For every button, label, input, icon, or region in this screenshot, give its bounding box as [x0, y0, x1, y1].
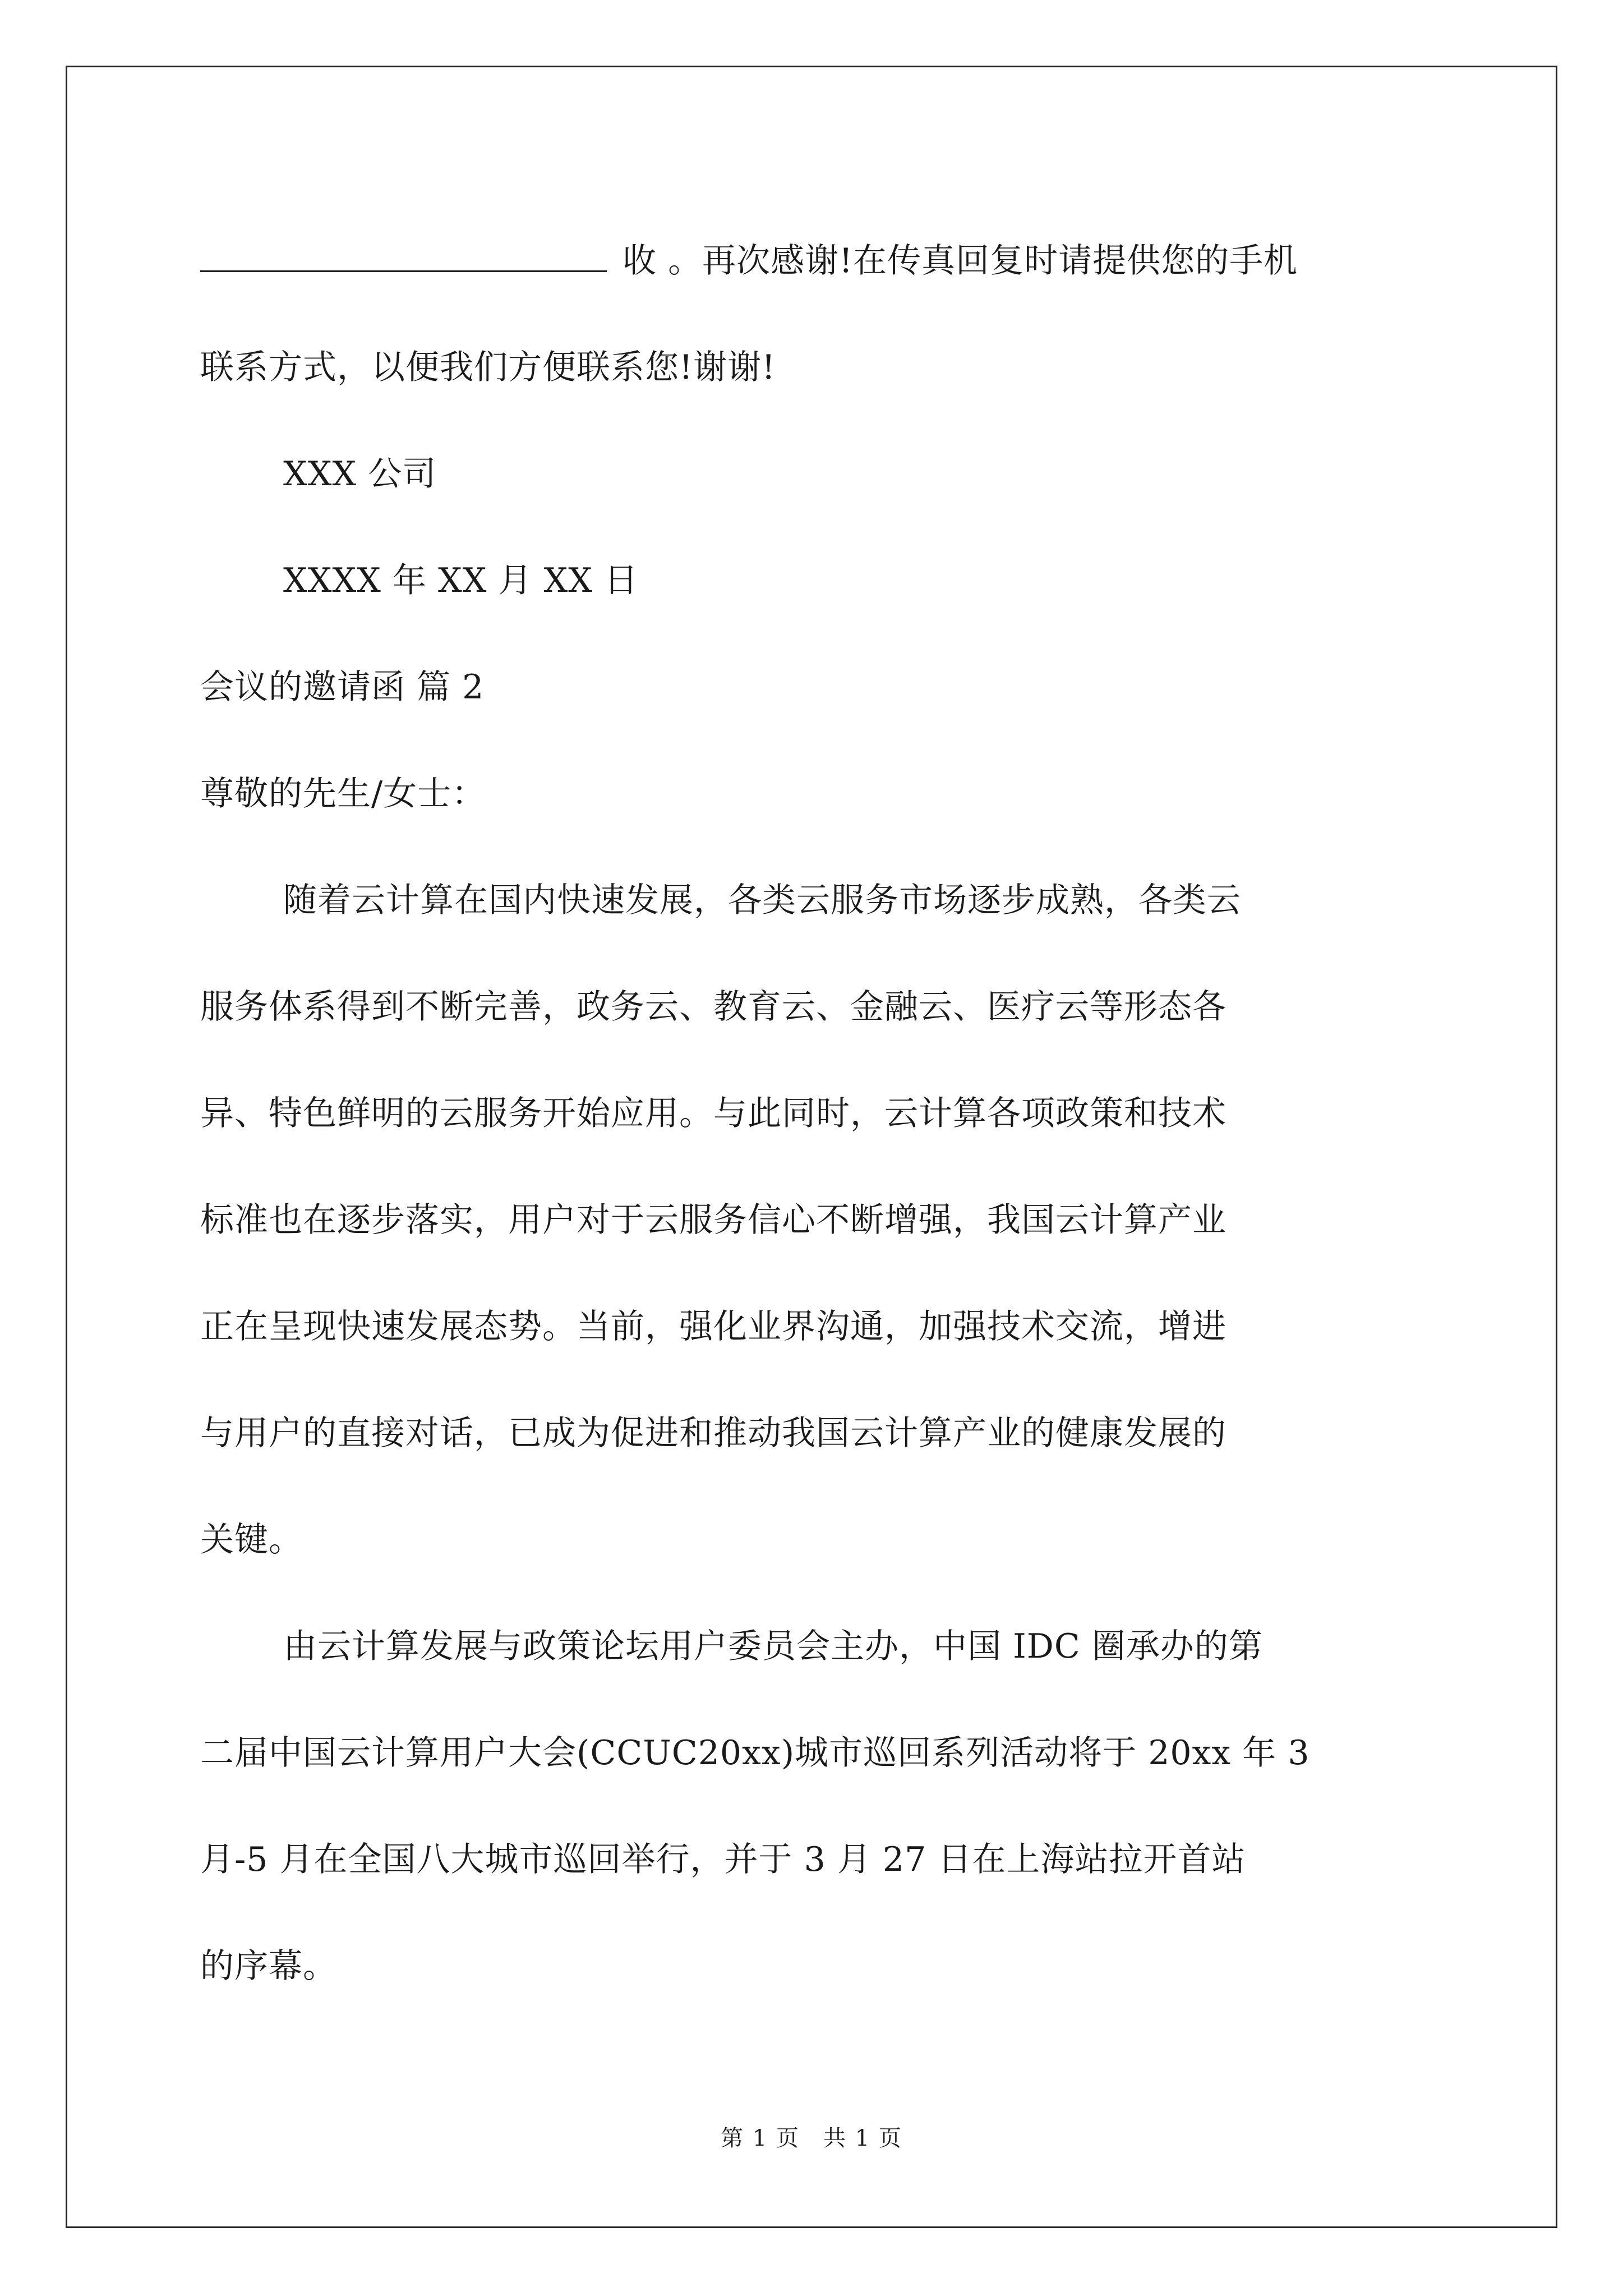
text-line [200, 208, 1423, 314]
document-body [200, 208, 1423, 2019]
text-line: 联系方式，以便我们方便联系您!谢谢! [200, 348, 776, 387]
line-text: 收 。再次感谢!在传真回复时请提供您的手机 [623, 241, 1298, 280]
text-line: 由云计算发展与政策论坛用户委员会主办，中国 IDC 圈承办的第 [283, 1627, 1263, 1666]
text-line: 与用户的直接对话，已成为促进和推动我国云计算产业的健康发展的 [200, 1414, 1227, 1453]
text-line: 二届中国云计算用户大会(CCUC20xx)城市巡回系列活动将于 20xx 年 3 [200, 1733, 1310, 1773]
company-signature: XXX 公司 [283, 454, 437, 494]
fill-in-blank [200, 239, 607, 272]
signature-date: XXXX 年 XX 月 XX 日 [283, 561, 639, 600]
text-line: 异、特色鲜明的云服务开始应用。与此同时，云计算各项政策和技术 [200, 1094, 1227, 1133]
text-line: 的序幕。 [200, 1947, 337, 1986]
text-line: 正在呈现快速发展态势。当前，强化业界沟通，加强技术交流，增进 [200, 1307, 1227, 1346]
page-footer: 第 1 页 共 1 页 [721, 2125, 902, 2151]
text-line: 月-5 月在全国八大城市巡回举行，并于 3 月 27 日在上海站拉开首站 [200, 1840, 1246, 1879]
text-line: 关键。 [200, 1520, 303, 1559]
text-line: 标准也在逐步落实，用户对于云服务信心不断增强，我国云计算产业 [200, 1200, 1227, 1240]
section-heading: 会议的邀请函 篇 2 [200, 668, 485, 707]
text-line: 服务体系得到不断完善，政务云、教育云、金融云、医疗云等形态各 [200, 987, 1227, 1027]
text-line: 随着云计算在国内快速发展，各类云服务市场逐步成熟，各类云 [283, 881, 1241, 920]
salutation: 尊敬的先生/女士： [200, 774, 486, 813]
